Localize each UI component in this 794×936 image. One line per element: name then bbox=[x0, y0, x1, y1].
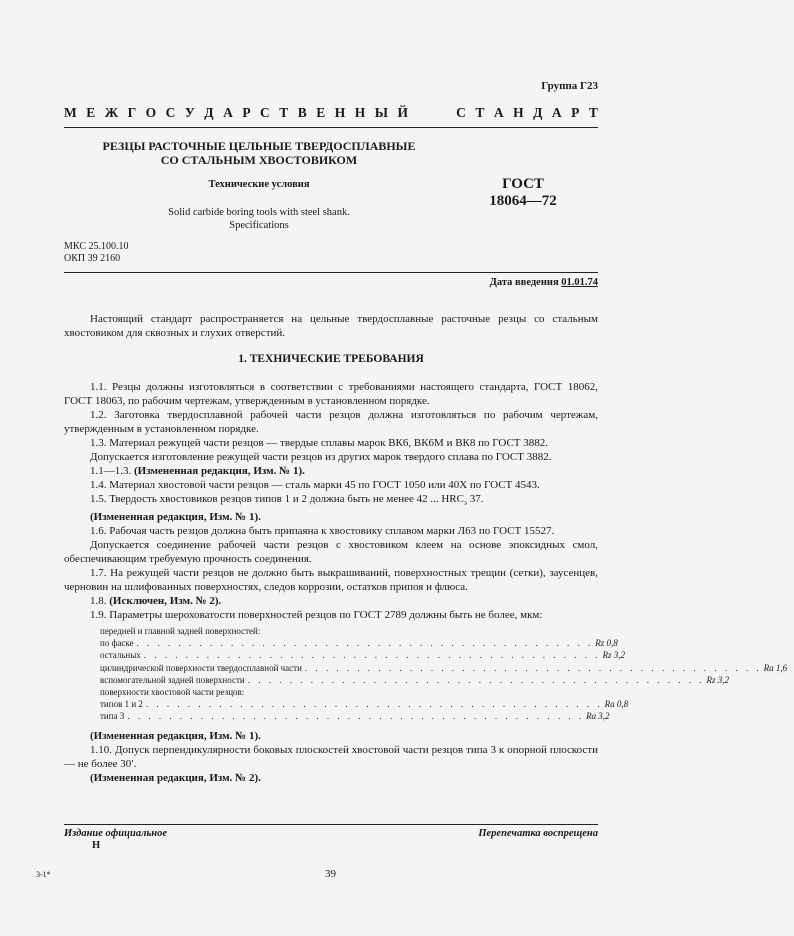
roughness-row bbox=[100, 674, 729, 686]
roughness-surface: остальных bbox=[100, 650, 141, 661]
clause-1-3-note: Допускается изготовление режущей части резцов из других марок твердого сплава по ГОСТ 3882. bbox=[90, 451, 552, 463]
heading-letter: С bbox=[456, 105, 466, 120]
heading-letter: М bbox=[64, 105, 77, 120]
okp-code: ОКП 39 2160 bbox=[64, 253, 121, 264]
clause-1-8-excluded: (Исключен, Изм. № 2). bbox=[109, 595, 222, 608]
clause-1-4: 1.4. Материал хвостовой части резцов — сталь марки 45 по ГОСТ 1050 или 40Х по ГОСТ 4543. bbox=[90, 479, 540, 491]
clause-1-2: 1.2. Заготовка твердосплавной рабочей части резцов должна изготовляться по рабочим чертежам, утвержденным в установленном порядке. bbox=[64, 409, 598, 435]
roughness-value: Rz 0,8 bbox=[595, 638, 618, 649]
reprint-note: Перепечатка воспрещена bbox=[478, 828, 598, 839]
clause-1-6-note: Допускается соединение рабочей части резцов с хвостовиком клеем на основе эпоксидных смол, обеспечивающим требуемую прочность соединения. bbox=[64, 539, 598, 566]
roughness-group-heading: передней и главной задней поверхностей: bbox=[100, 626, 261, 636]
roughness-row bbox=[100, 698, 629, 710]
english-title bbox=[64, 206, 454, 232]
signature-mark: 3-1* bbox=[36, 870, 51, 879]
classification-codes bbox=[64, 241, 128, 265]
clause-1-5-amendment: (Измененная редакция, Изм. № 1). bbox=[90, 511, 261, 524]
heading-letter: Н bbox=[513, 105, 524, 120]
heading-letter: Т bbox=[475, 105, 485, 120]
roughness-surface: цилиндрической поверхности твердосплавной части bbox=[100, 662, 302, 673]
roughness-value: Ra 1,6 bbox=[763, 662, 788, 673]
date-rule bbox=[64, 272, 598, 273]
heading-letter: Т bbox=[588, 105, 598, 120]
clause-1-3: 1.3. Материал режущей части резцов — твердые сплавы марок ВК6, ВК6М и ВК8 по ГОСТ 3882. bbox=[90, 437, 549, 449]
roughness-row bbox=[100, 710, 610, 722]
gost-label: ГОСТ bbox=[502, 176, 544, 192]
interstate-standard-heading bbox=[64, 105, 598, 121]
roughness-surface: вспомогательной задней поверхности bbox=[100, 674, 245, 685]
clause-1-9-amendment: (Измененная редакция, Изм. № 1). bbox=[90, 730, 261, 742]
heading-letter: Д bbox=[204, 105, 214, 120]
heading-letter bbox=[443, 105, 446, 121]
heading-letter: В bbox=[297, 105, 307, 120]
document-subtitle: Технические условия bbox=[208, 179, 310, 190]
english-title-line-1: Solid carbide boring tools with steel shank. bbox=[168, 207, 350, 218]
intro-paragraph bbox=[64, 312, 598, 340]
title-line-2: СО СТАЛЬНЫМ ХВОСТОВИКОМ bbox=[160, 153, 358, 167]
clause-1-8-prefix: 1.8. bbox=[90, 595, 107, 608]
roughness-table bbox=[100, 625, 788, 723]
clause-1-9: 1.9. Параметры шероховатости поверхностей резцов по ГОСТ 2789 должны быть не более, мкм: bbox=[90, 609, 543, 622]
heading-letter: Г bbox=[127, 105, 137, 120]
roughness-value: Rz 3,2 bbox=[602, 650, 626, 661]
date-value: 01.01.74 bbox=[561, 277, 598, 288]
heading-letter: А bbox=[223, 105, 233, 120]
heading-letter: Ы bbox=[374, 105, 389, 120]
roughness-row bbox=[100, 649, 626, 661]
heading-letter: Т bbox=[279, 105, 289, 120]
leader-dots: . . . . . . . . . . . . . . . . . . . . . . . . . . . . . . . . . . . . . . . . . . . . bbox=[304, 662, 762, 673]
requirements-block bbox=[64, 380, 598, 622]
heading-letter bbox=[430, 105, 433, 121]
roughness-group-heading: поверхности хвостовой части резцов: bbox=[100, 687, 245, 698]
roughness-value: Ra 3,2 bbox=[586, 711, 610, 722]
roughness-row bbox=[100, 637, 618, 649]
gost-number: 18064—72 bbox=[489, 193, 557, 209]
title-line-1: РЕЗЦЫ РАСТОЧНЫЕ ЦЕЛЬНЫЕ ТВЕРДОСПЛАВНЫЕ bbox=[102, 139, 416, 153]
roughness-value: Rz 3,2 bbox=[706, 674, 729, 685]
heading-letter: О bbox=[145, 105, 157, 120]
roughness-value: Ra 0,8 bbox=[604, 699, 629, 710]
clause-1-1-1-3-amendment bbox=[64, 464, 598, 478]
footer-rule bbox=[64, 824, 598, 825]
clause-1-10-amendment: (Измененная редакция, Изм. № 2). bbox=[90, 772, 261, 784]
heading-letter: Д bbox=[533, 105, 543, 120]
clause-1-1: 1.1. Резцы должны изготовляться в соответствии с требованиями настоящего стандарта, ГОСТ 18062, ГОСТ 18063, по рабочим чертежам, утвержденным в установленном порядке. bbox=[64, 381, 598, 407]
edition-mark: Н bbox=[92, 840, 101, 851]
roughness-row bbox=[100, 662, 788, 674]
requirements-block-2 bbox=[64, 729, 598, 785]
edition-note bbox=[64, 828, 167, 852]
amendment-note: (Измененная редакция, Изм. № 1). bbox=[134, 465, 305, 477]
date-label: Дата введения bbox=[489, 277, 559, 288]
heading-letter: Р bbox=[571, 105, 580, 120]
heading-letter: Н bbox=[334, 105, 346, 120]
leader-dots: . . . . . . . . . . . . . . . . . . . . . . . . . . . . . . . . . . . . . . . . . . . . bbox=[136, 638, 594, 649]
document-title bbox=[64, 139, 454, 167]
heading-letter: Е bbox=[316, 105, 326, 120]
effective-date bbox=[490, 277, 598, 288]
header-rule bbox=[64, 127, 598, 128]
edition-label: Издание официальное bbox=[64, 828, 168, 839]
clause-1-5-text: 1.5. Твердость хвостовиков резцов типов 1 и 2 должна быть не менее 42 ... HRC bbox=[90, 493, 464, 505]
hrc-subscript: э bbox=[463, 499, 467, 508]
heading-letter: С bbox=[260, 105, 270, 120]
clause-1-8 bbox=[64, 594, 598, 608]
heading-letter bbox=[418, 105, 421, 121]
amendment-prefix: 1.1—1.3. bbox=[90, 465, 132, 477]
clause-1-5 bbox=[64, 492, 598, 510]
heading-letter: С bbox=[165, 105, 176, 120]
clause-1-7: 1.7. На режущей части резцов не должно быть выкрашиваний, поверхностных трещин (сетки), заусенцев, черновин на шлифованных поверхностях, следов коррозии, остатков припоя и флюса. bbox=[64, 567, 598, 594]
heading-letter: Р bbox=[242, 105, 251, 120]
leader-dots: . . . . . . . . . . . . . . . . . . . . . . . . . . . . . . . . . . . . . . . . . . . . bbox=[145, 699, 603, 710]
page-number: 39 bbox=[325, 868, 336, 880]
heading-letter: Й bbox=[397, 105, 409, 120]
leader-dots: . . . . . . . . . . . . . . . . . . . . . . . . . . . . . . . . . . . . . . . . . . . . bbox=[127, 711, 585, 722]
roughness-surface: типа 3 bbox=[100, 711, 125, 722]
heading-letter: Н bbox=[354, 105, 366, 120]
heading-letter: Е bbox=[86, 105, 96, 120]
section-title: 1. ТЕХНИЧЕСКИЕ ТРЕБОВАНИЯ bbox=[238, 353, 424, 365]
clause-1-6: 1.6. Рабочая часть резцов должна быть припаяна к хвостовику сплавом марки Л63 по ГОСТ 15527. bbox=[90, 525, 555, 538]
clause-1-10: 1.10. Допуск перпендикулярности боковых плоскостей хвостовой части резцов типа 3 к опорной плоскости — не более 30′. bbox=[64, 744, 598, 770]
roughness-surface: по фаске bbox=[100, 638, 134, 649]
heading-letter: У bbox=[184, 105, 195, 120]
leader-dots: . . . . . . . . . . . . . . . . . . . . . . . . . . . . . . . . . . . . . . . . . . . . bbox=[247, 674, 705, 685]
group-label: Группа Г23 bbox=[541, 80, 598, 92]
gost-designation bbox=[468, 176, 578, 210]
roughness-surface: типов 1 и 2 bbox=[100, 699, 143, 710]
english-title-line-2: Specifications bbox=[229, 220, 289, 231]
leader-dots: . . . . . . . . . . . . . . . . . . . . . . . . . . . . . . . . . . . . . . . . . . . . bbox=[143, 650, 601, 661]
heading-letter: Ж bbox=[104, 105, 119, 120]
heading-letter: А bbox=[551, 105, 562, 120]
intro-text: Настоящий стандарт распространяется на цельные твердосплавные расточные резцы со стальным хвостовиком для сквозных и глухих отверстий. bbox=[64, 313, 598, 339]
clause-1-5-end: 37. bbox=[469, 493, 484, 505]
heading-letter: А bbox=[493, 105, 504, 120]
mks-code: МКС 25.100.10 bbox=[64, 241, 129, 252]
